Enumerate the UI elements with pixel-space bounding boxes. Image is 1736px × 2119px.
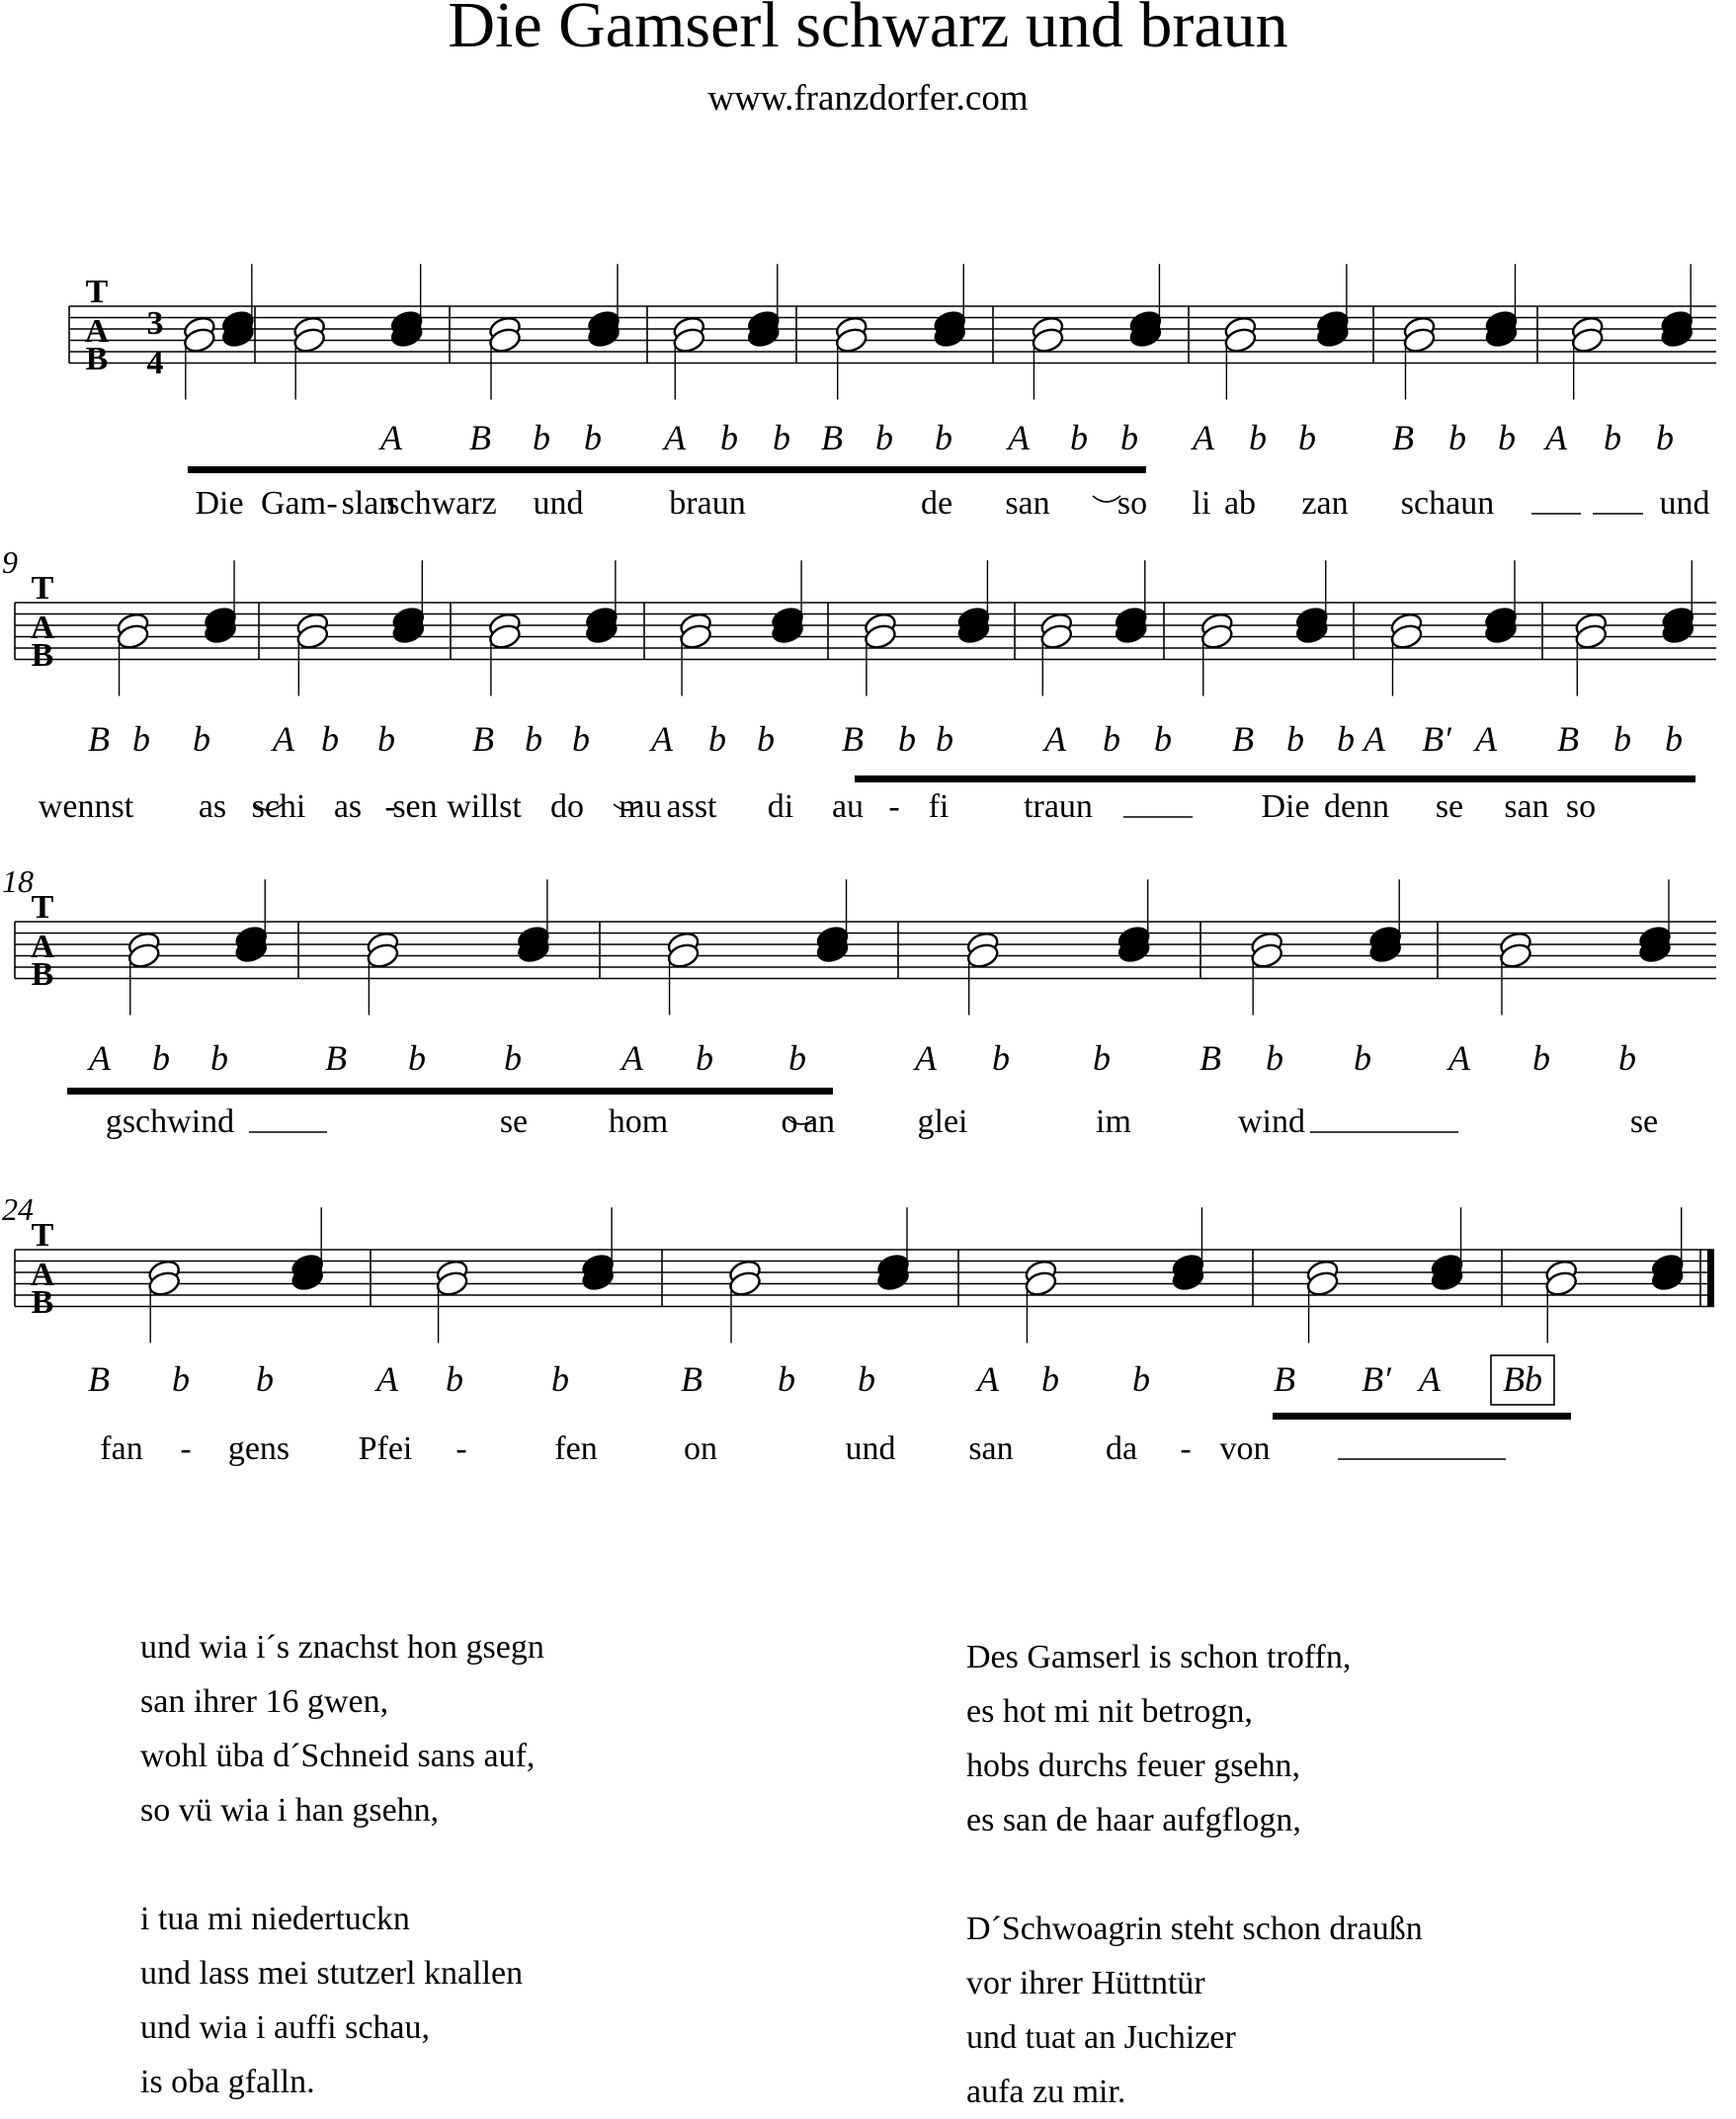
lyric-syllable: o bbox=[781, 1103, 798, 1140]
lyric-syllable: wind bbox=[1238, 1103, 1305, 1140]
stanza-line: und wia i´s znachst hon gsegn bbox=[140, 1629, 544, 1666]
lyric-syllable: hom bbox=[608, 1103, 669, 1140]
lyric-syllable: au bbox=[831, 788, 865, 825]
chord-label: b bbox=[210, 1038, 228, 1078]
phrase-bar bbox=[855, 775, 1695, 782]
chord-label: b bbox=[193, 719, 210, 759]
stanza-line: wohl üba d´Schneid sans auf, bbox=[140, 1738, 536, 1774]
stanza-line: so vü wia i han gsehn, bbox=[140, 1792, 440, 1829]
stanza-line: es san de haar aufgflogn, bbox=[966, 1802, 1301, 1838]
lyric-syllable: se bbox=[499, 1103, 529, 1140]
chord-label: B bbox=[88, 719, 110, 759]
chord-label: A bbox=[273, 719, 294, 759]
chord-label: B bbox=[1199, 1038, 1221, 1078]
phrase-bar bbox=[67, 1088, 833, 1095]
tab-clef-letter: A bbox=[30, 1257, 55, 1293]
lyric-syllable: slan bbox=[341, 485, 396, 522]
lyric-syllable: braun bbox=[669, 485, 746, 522]
lyric-syllable: zan bbox=[1301, 485, 1349, 522]
chord-label: b bbox=[1298, 418, 1316, 457]
lyric-syllable: gens bbox=[227, 1430, 290, 1467]
lyric-syllable: - bbox=[326, 485, 338, 522]
lyric-syllable: mu bbox=[619, 788, 662, 825]
chord-label: b bbox=[446, 1359, 463, 1399]
stanza-line: hobs durchs feuer gsehn, bbox=[966, 1748, 1301, 1784]
tab-system bbox=[2, 863, 1716, 1132]
stanza-3 bbox=[966, 1630, 1351, 1847]
chord-label: b bbox=[584, 418, 602, 457]
chord-label: A bbox=[89, 1038, 111, 1078]
chord-label: b bbox=[875, 418, 893, 457]
chord-label: b bbox=[572, 719, 590, 759]
chord-label: A bbox=[380, 418, 402, 457]
lyric-syllable: und bbox=[845, 1430, 896, 1467]
chord-label: A bbox=[1448, 1038, 1470, 1078]
lyric-syllable: wennst bbox=[38, 788, 134, 825]
lyric-syllable: se bbox=[1629, 1103, 1659, 1140]
lyric-syllable: Die bbox=[195, 485, 244, 522]
lyric-syllable: - bbox=[384, 788, 396, 825]
chord-label: B bbox=[821, 418, 843, 457]
lyric-syllable: fi bbox=[928, 788, 950, 825]
stanza-line: i tua mi niedertuckn bbox=[140, 1901, 410, 1937]
stanza-line: es hot mi nit betrogn, bbox=[966, 1693, 1253, 1730]
chord-label: b bbox=[172, 1359, 190, 1399]
chord-label: b bbox=[788, 1038, 806, 1078]
chord-label: B bbox=[472, 719, 494, 759]
lyric-syllable: li bbox=[1192, 485, 1211, 522]
chord-label: A bbox=[621, 1038, 643, 1078]
stanza-1 bbox=[140, 1620, 544, 1837]
chord-label: b bbox=[1154, 719, 1172, 759]
chord-label: b bbox=[708, 719, 726, 759]
chord-label: b bbox=[992, 1038, 1010, 1078]
chord-label: B bbox=[1274, 1359, 1295, 1399]
lyric-syllable: schaun bbox=[1400, 485, 1495, 522]
chord-label: b bbox=[1656, 418, 1674, 457]
tab-clef-letter: T bbox=[31, 889, 54, 926]
measure-number: 18 bbox=[2, 863, 34, 899]
chord-label: b bbox=[1337, 719, 1355, 759]
song-title: Die Gamserl schwarz und braun bbox=[448, 0, 1288, 61]
tab-clef-letter: T bbox=[85, 274, 109, 310]
lyric-syllable: so bbox=[1116, 485, 1148, 522]
stanza-line: aufa zu mir. bbox=[966, 2074, 1126, 2110]
chord-label: b bbox=[898, 719, 916, 759]
lyric-syllable: glei bbox=[917, 1103, 968, 1140]
chord-label: A bbox=[977, 1359, 999, 1399]
lyric-syllable: de bbox=[920, 485, 953, 522]
chord-label: b bbox=[935, 418, 952, 457]
tab-clef-letter: T bbox=[31, 570, 54, 607]
chord-label: A bbox=[915, 1038, 937, 1078]
chord-label: b bbox=[936, 719, 953, 759]
chord-label: b bbox=[1093, 1038, 1111, 1078]
lyric-syllable: - bbox=[888, 788, 900, 825]
lyric-syllable: an bbox=[802, 1103, 836, 1140]
lyric-syllable: san bbox=[1005, 485, 1050, 522]
chord-label: A bbox=[664, 418, 686, 457]
chord-label: b bbox=[408, 1038, 426, 1078]
lyric-syllable: - bbox=[180, 1430, 192, 1467]
chord-label: b bbox=[1120, 418, 1138, 457]
chord-label: b bbox=[1354, 1038, 1371, 1078]
chord-label: b bbox=[1532, 1038, 1550, 1078]
chord-label: B bbox=[1557, 719, 1579, 759]
tab-system bbox=[69, 264, 1716, 514]
lyric-syllable: se bbox=[1435, 788, 1464, 825]
lyric-syllable: schwarz bbox=[386, 485, 497, 522]
lyric-syllable: as bbox=[198, 788, 227, 825]
chord-label: b bbox=[773, 418, 790, 457]
lyric-syllable: Gam bbox=[260, 485, 327, 522]
lyric-syllable: fan bbox=[100, 1430, 143, 1467]
chord-label: b bbox=[1103, 719, 1120, 759]
chord-label: A bbox=[1419, 1359, 1441, 1399]
lyric-syllable: di bbox=[767, 788, 794, 825]
chord-label: A bbox=[1475, 719, 1497, 759]
chord-label: B′ bbox=[1422, 719, 1451, 759]
phrase-bar bbox=[188, 466, 1146, 473]
chord-label: b bbox=[757, 719, 775, 759]
measure-number: 24 bbox=[2, 1191, 34, 1227]
tab-clef-letter: T bbox=[31, 1217, 54, 1254]
chord-label: b bbox=[152, 1038, 170, 1078]
chord-label: Bb bbox=[1503, 1359, 1542, 1399]
chord-label: b bbox=[1249, 418, 1267, 457]
lyric-syllable: - bbox=[455, 1430, 467, 1467]
chord-label: b bbox=[377, 719, 395, 759]
measure-number: 9 bbox=[2, 544, 18, 580]
lyric-syllable: schi bbox=[251, 788, 306, 825]
chord-label: b bbox=[1448, 418, 1466, 457]
chord-label: A bbox=[1545, 418, 1567, 457]
tab-clef-letter: B bbox=[31, 637, 54, 674]
chord-label: b bbox=[551, 1359, 569, 1399]
stanza-4 bbox=[966, 1902, 1423, 2119]
website-url: www.franzdorfer.com bbox=[707, 78, 1029, 119]
chord-label: b bbox=[1498, 418, 1516, 457]
tab-clef-letter: B bbox=[31, 956, 54, 993]
chord-label: B bbox=[469, 418, 491, 457]
chord-label: b bbox=[1604, 418, 1621, 457]
lyric-syllable: im bbox=[1096, 1103, 1131, 1140]
tab-system bbox=[2, 1191, 1714, 1459]
chord-label: b bbox=[256, 1359, 274, 1399]
tab-clef-letter: A bbox=[84, 313, 110, 350]
stanza-2 bbox=[140, 1892, 523, 2109]
chord-label: b bbox=[132, 719, 150, 759]
chord-label: A bbox=[1364, 719, 1385, 759]
time-signature-bottom: 4 bbox=[146, 345, 164, 381]
lyric-syllable: Die bbox=[1261, 788, 1310, 825]
stanza-line: D´Schwoagrin steht schon draußn bbox=[966, 1911, 1423, 1947]
tab-clef-letter: A bbox=[30, 929, 55, 965]
stanza-line: und tuat an Juchizer bbox=[966, 2019, 1236, 2056]
chord-label: B bbox=[88, 1359, 110, 1399]
chord-label: A bbox=[376, 1359, 398, 1399]
lyric-syllable: und bbox=[1659, 485, 1710, 522]
lyric-syllable: ab bbox=[1223, 485, 1257, 522]
lyric-syllable: asst bbox=[666, 788, 717, 825]
lyric-syllable: so bbox=[1565, 788, 1597, 825]
lyric-syllable: - bbox=[1180, 1430, 1192, 1467]
chord-label: b bbox=[720, 418, 738, 457]
final-barline bbox=[1707, 1250, 1714, 1307]
lyric-syllable: da bbox=[1105, 1430, 1138, 1467]
chord-label: B′ bbox=[1362, 1359, 1391, 1399]
time-signature-top: 3 bbox=[146, 305, 164, 342]
phrase-bar bbox=[1273, 1413, 1571, 1420]
chord-label: b bbox=[1041, 1359, 1059, 1399]
tab-clef-letter: A bbox=[30, 610, 55, 646]
chord-label: b bbox=[1132, 1359, 1150, 1399]
chord-label: B bbox=[681, 1359, 703, 1399]
lyric-syllable: Pfei bbox=[358, 1430, 413, 1467]
chord-label: B bbox=[842, 719, 864, 759]
elision-tie bbox=[1093, 496, 1120, 502]
lyric-syllable: as bbox=[333, 788, 363, 825]
stanza-line: is oba gfalln. bbox=[140, 2064, 315, 2100]
lyric-syllable: on bbox=[684, 1430, 717, 1467]
chord-label: b bbox=[1070, 418, 1088, 457]
lyric-syllable: fen bbox=[554, 1430, 598, 1467]
chord-label: b bbox=[858, 1359, 875, 1399]
stanza-line: und lass mei stutzerl knallen bbox=[140, 1955, 524, 1992]
lyric-syllable: san bbox=[1504, 788, 1549, 825]
chord-label: B bbox=[325, 1038, 347, 1078]
chord-label: b bbox=[525, 719, 542, 759]
chord-label: B bbox=[1232, 719, 1254, 759]
tab-clef-letter: B bbox=[31, 1284, 54, 1321]
chord-label: A bbox=[1044, 719, 1066, 759]
lyric-syllable: traun bbox=[1024, 788, 1093, 825]
lyric-syllable: san bbox=[968, 1430, 1014, 1467]
chord-label: b bbox=[696, 1038, 713, 1078]
stanza-line: und wia i auffi schau, bbox=[140, 2009, 431, 2046]
lyric-syllable: von bbox=[1219, 1430, 1271, 1467]
chord-label: b bbox=[1665, 719, 1683, 759]
chord-label: b bbox=[1613, 719, 1631, 759]
lyric-syllable: do bbox=[550, 788, 584, 825]
chord-label: b bbox=[321, 719, 339, 759]
lyric-syllable: denn bbox=[1323, 788, 1390, 825]
chord-label: A bbox=[651, 719, 673, 759]
stanza-line: vor ihrer Hüttntür bbox=[966, 1965, 1205, 2001]
chord-label: b bbox=[1618, 1038, 1636, 1078]
lyric-syllable: sen bbox=[392, 788, 438, 825]
lyric-syllable: und bbox=[533, 485, 584, 522]
chord-label: b bbox=[533, 418, 550, 457]
chord-label: b bbox=[1266, 1038, 1283, 1078]
chord-label: b bbox=[504, 1038, 522, 1078]
chord-label: A bbox=[1008, 418, 1030, 457]
lyric-syllable: gschwind bbox=[105, 1103, 235, 1140]
chord-label: b bbox=[1286, 719, 1304, 759]
tab-system bbox=[2, 544, 1716, 817]
lyric-syllable: willst bbox=[447, 788, 522, 825]
chord-label: b bbox=[778, 1359, 795, 1399]
stanza-line: Des Gamserl is schon troffn, bbox=[966, 1639, 1352, 1675]
tab-clef-letter: B bbox=[85, 341, 109, 377]
stanza-line: san ihrer 16 gwen, bbox=[140, 1683, 389, 1720]
chord-label: B bbox=[1392, 418, 1414, 457]
chord-label: A bbox=[1193, 418, 1214, 457]
